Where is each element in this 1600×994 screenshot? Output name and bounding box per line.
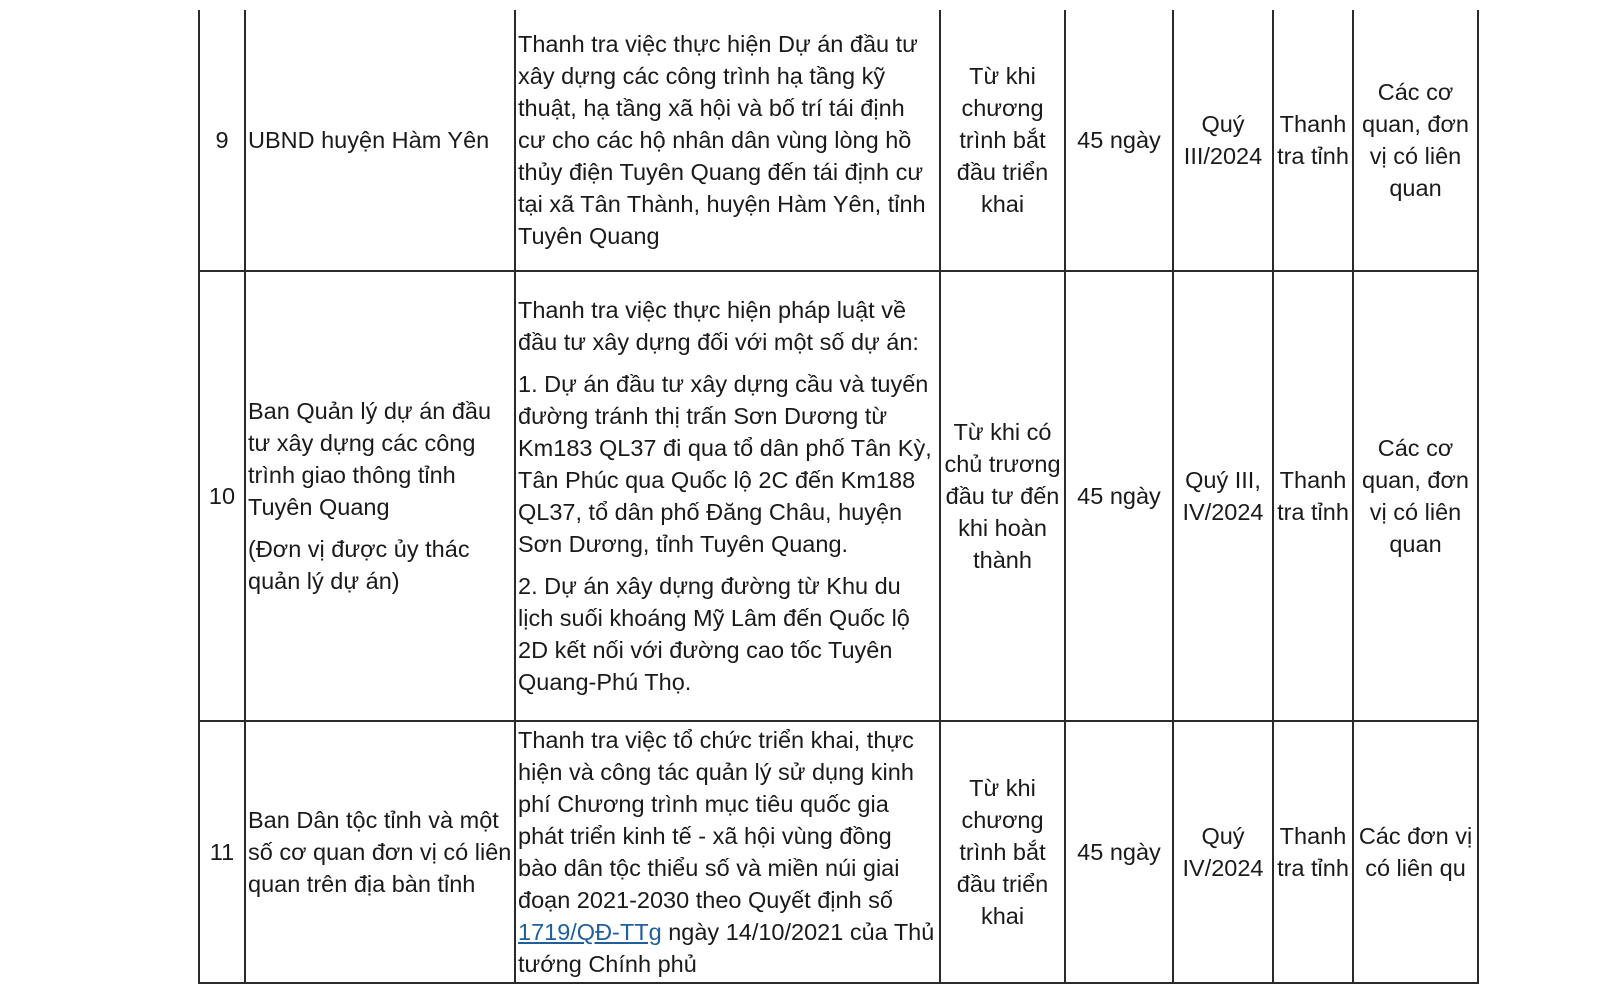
inspection-duration: 45 ngày <box>1065 271 1173 721</box>
row-number: 9 <box>199 10 245 271</box>
content-intro: Thanh tra việc thực hiện pháp luật về đầu tư xây dựng đối với một số dự án: <box>518 297 919 355</box>
table-row <box>199 721 1478 983</box>
inspection-period: Từ khi có chủ trương đầu tư đến khi hoàn thành <box>940 271 1065 721</box>
inspected-unit <box>245 721 515 983</box>
lead-agency: Thanh tra tỉnh <box>1273 271 1353 721</box>
inspected-unit <box>245 10 515 271</box>
unit-text: UBND huyện Hàm Yên <box>248 127 490 153</box>
table-row <box>199 271 1478 721</box>
inspection-plan-table <box>198 10 1479 984</box>
inspection-duration: 45 ngày <box>1065 721 1173 983</box>
content-item-1: 1. Dự án đầu tư xây dựng cầu và tuyến đường tránh thị trấn Sơn Dương từ Km183 QL37 đi qua tổ dân phố Tân Kỳ, Tân Phúc qua Quốc lộ 2C đến Km188 QL37, tổ dân phố Đăng Châu, huyện Sơn Dương, tỉnh Tuyên Quang. <box>518 371 932 557</box>
unit-text: Ban Dân tộc tỉnh và một số cơ quan đơn vị có liên quan trên địa bàn tỉnh <box>248 807 512 897</box>
inspection-quarter: Quý IV/2024 <box>1173 721 1273 983</box>
inspection-quarter: Quý III, IV/2024 <box>1173 271 1273 721</box>
inspection-content <box>515 721 940 983</box>
decision-link[interactable]: 1719/QĐ-TTg <box>518 919 662 945</box>
inspected-unit <box>245 271 515 721</box>
inspection-content <box>515 10 940 271</box>
content-text: Thanh tra việc thực hiện Dự án đầu tư xây dựng các công trình hạ tầng kỹ thuật, hạ tầng xã hội và bố trí tái định cư cho các hộ nhân dân vùng lòng hồ thủy điện Tuyên Quang đến tái định cư tại xã Tân Thành, huyện Hàm Yên, tỉnh Tuyên Quang <box>518 31 926 249</box>
coordinating-units: Các đơn vị có liên qu <box>1353 721 1478 983</box>
inspection-duration: 45 ngày <box>1065 10 1173 271</box>
inspection-content <box>515 271 940 721</box>
unit-note: (Đơn vị được ủy thác quản lý dự án) <box>248 536 470 594</box>
inspection-period: Từ khi chương trình bắt đầu triển khai <box>940 10 1065 271</box>
row-number: 10 <box>199 271 245 721</box>
content-text-before: Thanh tra việc tổ chức triển khai, thực hiện và công tác quản lý sử dụng kinh phí Chương trình mục tiêu quốc gia phát triển kinh tế - xã hội vùng đồng bào dân tộc thiểu số và miền núi giai đoạn 2021-2030 theo Quyết định số <box>518 727 914 913</box>
content-item-2: 2. Dự án xây dựng đường từ Khu du lịch suối khoáng Mỹ Lâm đến Quốc lộ 2D kết nối với đường cao tốc Tuyên Quang-Phú Thọ. <box>518 573 910 695</box>
row-number: 11 <box>199 721 245 983</box>
unit-text: Ban Quản lý dự án đầu tư xây dựng các công trình giao thông tỉnh Tuyên Quang <box>248 398 492 520</box>
content-text-after: ngày 14/10/2021 của Thủ tướng Chính phủ <box>518 919 935 977</box>
coordinating-units: Các cơ quan, đơn vị có liên quan <box>1353 10 1478 271</box>
lead-agency: Thanh tra tỉnh <box>1273 10 1353 271</box>
inspection-period: Từ khi chương trình bắt đầu triển khai <box>940 721 1065 983</box>
inspection-quarter: Quý III/2024 <box>1173 10 1273 271</box>
table-row <box>199 10 1478 271</box>
lead-agency: Thanh tra tỉnh <box>1273 721 1353 983</box>
coordinating-units: Các cơ quan, đơn vị có liên quan <box>1353 271 1478 721</box>
